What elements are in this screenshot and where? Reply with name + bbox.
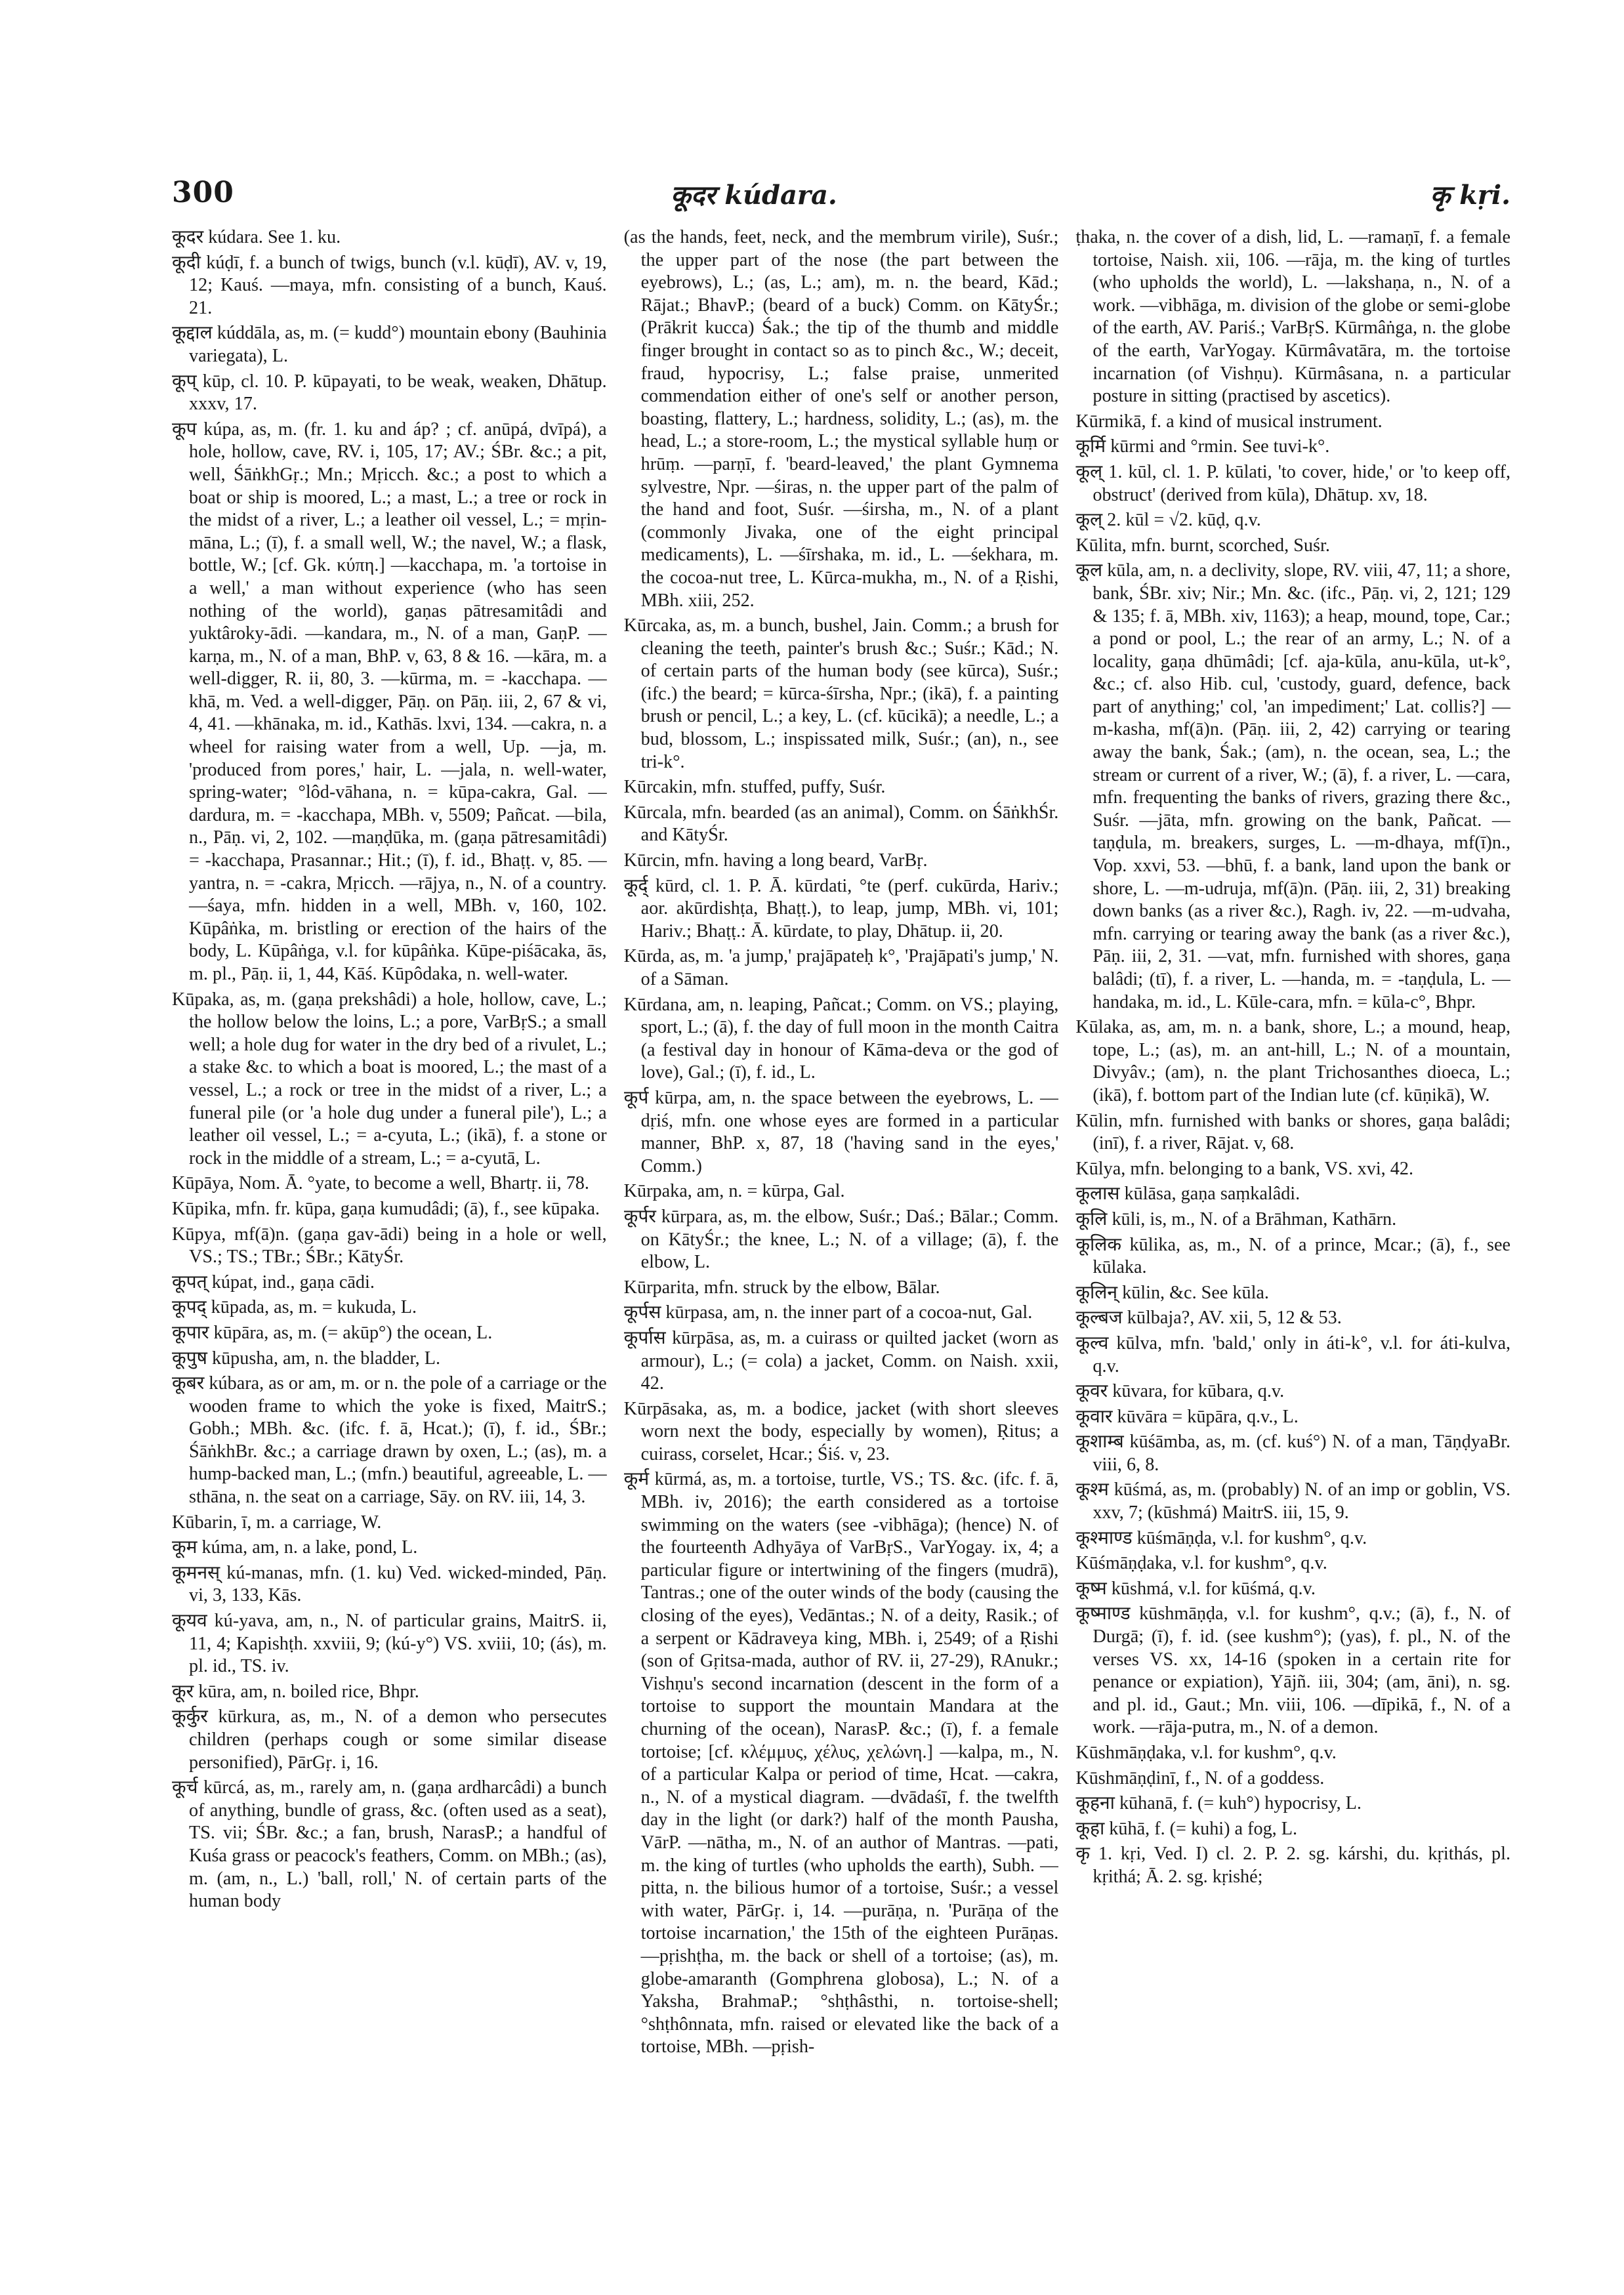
dictionary-entry: कूवार kūvāra = kūpāra, q.v., L. [1075, 1406, 1299, 1427]
dictionary-entry: कूपुष kūpusha, am, n. the bladder, L. [172, 1348, 440, 1369]
dictionary-entry: कूल्बज kūlbaja?, AV. xii, 5, 12 & 53. [1075, 1308, 1342, 1329]
dictionary-entry: कूयव kú-yava, am, n., N. of particular grains, MaitrS. ii, 11, 4; Kapishṭh. xxviii, 9; (kú-y°) VS. xviii, 10; (ás), m. pl. id., TS. iv. [172, 1611, 607, 1677]
dictionary-entry: Kūrda, as, m. 'a jump,' prajāpateḥ k°, 'Prajāpati's jump,' N. of a Sāman. [623, 946, 1059, 989]
dictionary-entry: कूर्मि kūrmi and °rmin. See tuvi-k°. [1075, 436, 1330, 457]
dictionary-entry: कूष्म kūshmá, v.l. for kūśmá, q.v. [1075, 1578, 1316, 1599]
dictionary-entry: Kūśmāṇḍaka, v.l. for kushm°, q.v. [1075, 1553, 1327, 1574]
dictionary-entry: कूलिन् kūlin, &c. See kūla. [1075, 1282, 1269, 1303]
dictionary-entry: कूर kūra, am, n. boiled rice, Bhpr. [172, 1681, 419, 1702]
dictionary-entry: कूल् 2. kūl = √2. kūḍ, q.v. [1075, 510, 1261, 531]
dictionary-entry: कूर्द् kūrd, cl. 1. P. Ā. kūrdati, °te (perf. cukūrda, Hariv.; aor. akūrdishṭa, Bhaṭṭ.), to leap, jump, MBh. vi, 101; Hariv.; Bhaṭṭ.: Ā. kūrdate, to play, Dhātup. ii, 20. [623, 875, 1059, 941]
column-right [1075, 226, 1510, 2254]
dictionary-entry: कूमनस् kú-manas, mfn. (1. ku) Ved. wicked-minded, Pāṇ. vi, 3, 133, Kās. [172, 1562, 607, 1606]
dictionary-entry: ṭhaka, n. the cover of a dish, lid, L. —ramaṇī, f. a female tortoise, Naish. xii, 106. —rāja, m. the king of turtles (who upholds the world), L. —lakshaṇa, n., N. of a work. —vibhāga, m. division of the globe or semi-globe of the earth, AV. Pariś.; VarBṛS. Kūrmâṅga, n. the globe of the earth, VarYogay. Kūrmâvatāra, m. the tortoise incarnation (of Vishṇu). Kūrmâsana, n. a particular posture in sitting (practised by ascetics). [1075, 227, 1511, 407]
dictionary-entry: कूलास kūlāsa, gaṇa saṃkalâdi. [1075, 1184, 1301, 1205]
dictionary-entry: कूल्व kūlva, mfn. 'bald,' only in áti-k°, v.l. for áti-kulva, q.v. [1075, 1333, 1511, 1376]
dictionary-entry: Kūpaka, as, m. (gaṇa prekshâdi) a hole, hollow, cave, L.; the hollow below the loins, L.; a pore, VarBṛS.; a small well; a hole dug for water in the dry bed of a rivulet, L.; a stake &c. to which a boat is moored, L.; the mast of a vessel, L.; a rock or tree in the midst of a river, L.; a funeral pile (or 'a hole dug under a funeral pile'), L.; a leather oil vessel, L.; = a-cyuta, L.; (ikā), f. a stone or rock in the middle of a stream, L.; = a-cyutā, L. [172, 989, 607, 1168]
dictionary-entry: कूल् 1. kūl, cl. 1. P. kūlati, 'to cover, hide,' or 'to keep off, obstruct' (derived from kūla), Dhātup. xv, 18. [1075, 461, 1511, 505]
dictionary-entry: कृ 1. kṛi, Ved. I) cl. 2. P. 2. sg. kárshi, du. kṛithás, pl. kṛithá; Ā. 2. sg. kṛishé; [1075, 1844, 1511, 1887]
dictionary-entry: कूश्म kūśmá, as, m. (probably) N. of an imp or goblin, VS. xxv, 7; (kūshmá) MaitrS. iii, 15, 9. [1075, 1479, 1511, 1523]
dictionary-entry: कूलि kūli, is, m., N. of a Brāhman, Kathārn. [1075, 1209, 1397, 1230]
dictionary-entry: कूष्माण्ड kūshmāṇḍa, v.l. for kushm°, q.v.; (ā), f., N. of Durgā; (ī), f. id. (see kushm°); (yas), f. pl., N. of the verses VS. xx, 14-16 (spoken in a certain rite for penance or expiation), Yājñ. iii, 304; (am, āni), n. sg. and pl. id., Gaut.; Mn. viii, 106. —dīpikā, f., N. of a work. —rāja-putra, m., N. of a demon. [1075, 1603, 1511, 1738]
dictionary-entry: Kūlya, mfn. belonging to a bank, VS. xvi, 42. [1075, 1158, 1413, 1179]
dictionary-entry: कूर्प kūrpa, am, n. the space between the eyebrows, L. —dṛiś, mfn. one whose eyes are formed in a particular manner, BhP. x, 87, 18 ('having sand in the eyes,' Comm.) [623, 1087, 1059, 1176]
dictionary-entry: (as the hands, feet, neck, and the membrum virile), Suśr.; the upper part of the nose (the part between the eyebrows), L.; (as, L.; am), m. n. the beard, Kād.; Rājat.; BhavP.; (beard of a buck) Comm. on KātyŚr.; (Prākrit kucca) Śak.; the tip of the thumb and middle finger brought in contact so as to pinch &c., W.; deceit, fraud, hypocrisy, L.; false praise, unmerited commendation either of one's self or another person, boasting, flattery, L.; hardness, solidity, L.; (as), m. the head, L.; a store-room, L.; the mystical syllable huṃ or hrūṃ. —parṇī, f. 'beard-leaved,' the plant Gymnema sylvestre, Npr. —śiras, n. the upper part of the palm of the hand and foot, Suśr. —śirsha, m., N. of a plant (commonly Jivaka, one of the eight principal medicaments), L. —śīrshaka, m. id., L. —śekhara, m. the cocoa-nut tree, L. Kūrca-mukha, m., N. of a Ṛishi, MBh. xiii, 252. [623, 227, 1059, 611]
dictionary-entry: Kūshmāṇḍinī, f., N. of a goddess. [1075, 1768, 1325, 1788]
dictionary-entry: Kūrmikā, f. a kind of musical instrument. [1075, 411, 1383, 432]
dictionary-entry: Kūshmāṇḍaka, v.l. for kushm°, q.v. [1075, 1743, 1337, 1763]
column-left [172, 226, 607, 2254]
dictionary-entry: Kūpika, mfn. fr. kūpa, gaṇa kumudâdi; (ā), f., see kūpaka. [172, 1198, 600, 1219]
dictionary-entry: कूर्पास kūrpāsa, as, m. a cuirass or quilted jacket (worn as armour), L.; (= cola) a jacket, Comm. on Naish. xxii, 42. [623, 1327, 1059, 1394]
dictionary-entry: Kūrpaka, am, n. = kūrpa, Gal. [623, 1181, 845, 1202]
dictionary-columns [172, 226, 1510, 2254]
dictionary-entry: कूर्पर kūrpara, as, m. the elbow, Suśr.; Daś.; Bālar.; Comm. on KātyŚr.; the knee, L.; N. of a village; (ā), f. the elbow, L. [623, 1206, 1059, 1273]
dictionary-entry: कूश्माण्ड kūśmāṇḍa, v.l. for kushm°, q.v. [1075, 1527, 1367, 1548]
dictionary-entry: Kūrcakin, mfn. stuffed, puffy, Suśr. [623, 777, 886, 798]
dictionary-entry: Kūrcaka, as, m. a bunch, bushel, Jain. Comm.; a brush for cleaning the teeth, painter's brush &c.; Suśr.; Kād.; N. of certain parts of the human body (see kūrca), Suśr.; (ifc.) the beard; = kūrca-śīrsha, Npr.; (ikā), f. a painting brush or pencil, L.; a key, L. (cf. kūcikā); a needle, L.; a bud, blossom, L.; inspissated milk, Suśr.; (an), n., see tri-k°. [623, 615, 1059, 772]
dictionary-entry: कूल kūla, am, n. a declivity, slope, RV. viii, 47, 11; a shore, bank, ŚBr. xiv; Nir.; Mn. &c. (ifc., Pāṇ. vi, 2, 121; 129 & 135; f. ā, MBh. xiv, 1163); a heap, mound, tope, Car.; a pond or pool, L.; the rear of an army, L.; N. of a locality, gaṇa dhūmâdi; [cf. aja-kūla, anu-kūla, ut-k°, &c.; cf. also Hib. cul, 'custody, guard, defence, back part of anything;' col, 'an impediment;' Lat. collis?] —m-kasha, mf(ā)n. (Pāṇ. iii, 2, 42) carrying or tearing away the bank, Śak.; (am), n. the ocean, sea, L.; the stream or current of a river, W.; (ā), f. a river, L. —cara, mfn. frequenting the banks of rivers, grazing there &c., Suśr. —jāta, mfn. growing on the bank, Pañcat. —taṇḍula, m. breakers, surges, L. —m-dhaya, mf(ī)n., Vop. xxvi, 53. —bhū, f. a bank, land upon the bank or shore, L. —m-udruja, mf(ā)n. (Pāṇ. iii, 2, 31) breaking down banks (as a river &c.), Ragh. iv, 22. —m-udvaha, mfn. carrying or tearing away the bank (as a river &c.), Pāṇ. iii, 2, 31. —vat, mfn. furnished with shores, gaṇa balâdi; (tī), f. a river, L. —handa, m. = -taṇḍula, L. —handaka, m. id., L. Kūle-cara, mfn. = kūla-c°, Bhpr. [1075, 560, 1511, 1012]
dictionary-entry: Kūrparita, mfn. struck by the elbow, Bālar. [623, 1277, 940, 1298]
dictionary-entry: Kūbarin, ī, m. a carriage, W. [172, 1512, 382, 1533]
dictionary-entry: कूप kúpa, as, m. (fr. 1. ku and áp? ; cf. anūpá, dvīpá), a hole, hollow, cave, RV. i, 105, 17; AV.; ŚBr. &c.; a pit, well, ŚāṅkhGṛ.; Mn.; Mṛicch. &c.; a post to which a boat or ship is moored, L.; a mast, L.; a tree or rock in the midst of a river, L.; a leather oil vessel, L.; = mṛin-māna, L.; (ī), f. a small well, W.; the navel, W.; a flask, bottle, W.; [cf. Gk. κύπη.] —kacchapa, m. 'a tortoise in a well,' a man without experience (who has seen nothing of the world), gaṇas pātresamitâdi and yuktâroky-ādi. —kandara, m., N. of a man, GaṇP. —karṇa, m., N. of a man, BhP. v, 63, 8 & 16. —kāra, m. a well-digger, R. ii, 80, 3. —kūrma, m. = -kacchapa. —khā, m. Ved. a well-digger, Pāṇ. on Pāṇ. iii, 2, 67 & vi, 4, 41. —khānaka, m. id., Kathās. lxvi, 134. —cakra, n. a wheel for raising water from a well, Up. —ja, m. 'produced from pores,' hair, L. —jala, n. well-water, spring-water; °lôd-vāhana, n. = kūpa-cakra, Gal. —dardura, m. = -kacchapa, MBh. v, 5509; Pañcat. —bila, n., Pāṇ. vi, 2, 102. —maṇḍūka, m. (gaṇa pātresamitâdi) = -kacchapa, Prasannar.; Hit.; (ī), f. id., Bhaṭṭ. v, 85. —yantra, n. = -cakra, Mṛicch. —rājya, n., N. of a country. —śaya, mfn. hidden in a well, MBh. v, 160, 102. Kūpâṅka, m. bristling or erection of the hairs of the body, L. Kūpâṅga, v.l. for kūpâṅka. Kūpe-piśācaka, ās, m. pl., Pāṇ. ii, 1, 44, Kāś. Kūpôdaka, n. well-water. [172, 419, 607, 984]
dictionary-entry: Kūrcala, mfn. bearded (as an animal), Comm. on ŚāṅkhŚr. and KātyŚr. [623, 802, 1059, 846]
dictionary-entry: कूशाम्ब kūśāmba, as, m. (cf. kuś°) N. of a man, TāṇḍyaBr. viii, 6, 8. [1075, 1432, 1511, 1475]
dictionary-entry: Kūpya, mf(ā)n. (gaṇa gav-ādi) being in a hole or well, VS.; TS.; TBr.; ŚBr.; KātyŚr. [172, 1224, 607, 1268]
dictionary-entry: कूलिक kūlika, as, m., N. of a prince, Mcar.; (ā), f., see kūlaka. [1075, 1234, 1511, 1278]
dictionary-entry: कूर्पस kūrpasa, am, n. the inner part of a cocoa-nut, Gal. [623, 1302, 1033, 1323]
dictionary-entry: Kūlaka, as, am, m. n. a bank, shore, L.; a mound, heap, tope, L.; (as), m. an ant-hill, L.; N. of a mountain, Divyâv.; (am), n. the plant Trichosanthes dioeca, L.; (ikā), f. bottom part of the Indian lute (cf. kūṇikā), W. [1075, 1017, 1511, 1106]
left-running-head: कूदर kúdara. [671, 180, 837, 211]
right-running-head: कृ kṛi. [1430, 180, 1510, 211]
dictionary-entry: कूदी kúḍī, f. a bunch of twigs, bunch (v.l. kūḍī), AV. v, 19, 12; Kauś. —maya, mfn. consisting of a bunch, Kauś. 21. [172, 252, 607, 318]
dictionary-entry: Kūrdana, am, n. leaping, Pañcat.; Comm. on VS.; playing, sport, L.; (ā), f. the day of full moon in the month Caitra (a festival day in honour of Kāma-deva or the god of love), Gal.; (ī), f. id., L. [623, 994, 1059, 1083]
column-middle [624, 226, 1059, 2254]
dictionary-entry: कूपद् kūpada, as, m. = kukuda, L. [172, 1297, 417, 1318]
dictionary-entry: कूहना kūhanā, f. (= kuh°) hypocrisy, L. [1075, 1793, 1362, 1814]
dictionary-entry: कूप् kūp, cl. 10. P. kūpayati, to be weak, weaken, Dhātup. xxxv, 17. [172, 371, 607, 415]
dictionary-entry: कूर्म kūrmá, as, m. a tortoise, turtle, VS.; TS. &c. (ifc. f. ā, MBh. iv, 2016); the earth considered as a tortoise swimming on the waters (see -vibhāga); (hence) N. of the fourteenth Adhyāya of VarBṛS., VarYogay. ix, 4; a particular figure or intertwining of the fingers (mudrā), Tantras.; one of the outer winds of the body (causing the closing of the eyes), Vedāntas.; N. of a deity, Rasik.; of a serpent or Kādraveya king, MBh. i, 2549; of a Ṛishi (son of Gṛitsa-mada, author of RV. ii, 27-29), RAnukr.; Vishṇu's second incarnation (descent in the form of a tortoise to support the mountain Mandara at the churning of the ocean), NarasP. &c.; (ī), f. a female tortoise; [cf. κλέμμυς, χέλυς, χελώνη.] —kalpa, m., N. of a particular Kalpa or period of time, Hcat. —cakra, n., N. of a mystical diagram. —dvādaśī, f. the twelfth day in the light (or dark?) half of the month Pausha, VārP. —nātha, m., N. of an author of Mantras. —pati, m. the king of turtles (who upholds the earth), Subh. —pitta, n. the bilious humor of a tortoise, Suśr.; a vessel with water, PārGṛ. i, 14. —purāṇa, n. 'Purāṇa of the tortoise incarnation,' the 15th of the eighteen Purāṇas. —pṛishṭha, m. the back or shell of a tortoise; (as), m. globe-amaranth (Gomphrena globosa), L.; N. of a Yaksha, BrahmaP.; °shṭhâsthi, n. tortoise-shell; °shṭhônnata, mfn. raised or elevated like the back of a tortoise, MBh. —pṛish- [623, 1469, 1059, 2057]
dictionary-entry: Kūrpāsaka, as, m. a bodice, jacket (with short sleeves worn next the body, especially by women), Ṛitus; a cuirass, corselet, Hcar.; Śiś. v, 23. [623, 1398, 1059, 1464]
dictionary-entry: कूदर kúdara. See 1. ku. [172, 227, 341, 247]
dictionary-entry: Kūlita, mfn. burnt, scorched, Suśr. [1075, 535, 1330, 556]
dictionary-entry: Kūlin, mfn. furnished with banks or shores, gaṇa balâdi; (inī), f. a river, Rājat. v, 68. [1075, 1110, 1511, 1154]
dictionary-entry: कूम kúma, am, n. a lake, pond, L. [172, 1537, 418, 1558]
dictionary-entry: कूर्च kūrcá, as, m., rarely am, n. (gaṇa ardharcâdi) a bunch of anything, bundle of grass, &c. (often used as a seat), TS. vii; ŚBr. &c.; a fan, brush, NarasP.; a handful of Kuśa grass or peacock's feathers, Comm. on MBh.; (as), m. (am, n., L.) 'ball, roll,' N. of certain parts of the human body [172, 1777, 607, 1912]
dictionary-entry: कूवर kūvara, for kūbara, q.v. [1075, 1381, 1285, 1402]
page-number: 300 [172, 176, 234, 209]
dictionary-entry: कूद्दाल kúddāla, as, m. (= kudd°) mountain ebony (Bauhinia variegata), L. [172, 323, 607, 366]
dictionary-entry: कूपत् kúpat, ind., gaṇa cādi. [172, 1272, 375, 1292]
dictionary-entry: कूर्कुर kūrkura, as, m., N. of a demon who persecutes children (perhaps cough or some similar disease personified), PārGṛ. i, 16. [172, 1706, 607, 1773]
page-header [172, 176, 1510, 215]
dictionary-entry: कूहा kūhā, f. (= kuhi) a fog, L. [1075, 1818, 1298, 1839]
dictionary-entry: Kūrcin, mfn. having a long beard, VarBṛ. [623, 850, 928, 871]
dictionary-entry: Kūpāya, Nom. Ā. °yate, to become a well, Bhartṛ. ii, 78. [172, 1173, 589, 1194]
dictionary-entry: कूबर kúbara, as or am, m. or n. the pole of a carriage or the wooden frame to which the yoke is fixed, MaitrS.; Gobh.; MBh. &c. (ifc. f. ā, Hcat.); (ī), f. id., ŚBr.; ŚāṅkhBr. &c.; a carriage drawn by oxen, L.; (as), m. a hump-backed man, L.; (mfn.) beautiful, agreeable, L. —sthāna, n. the seat on a carriage, Sāy. on RV. iii, 14, 3. [172, 1373, 607, 1508]
dictionary-entry: कूपार kūpāra, as, m. (= akūp°) the ocean, L. [172, 1322, 493, 1343]
